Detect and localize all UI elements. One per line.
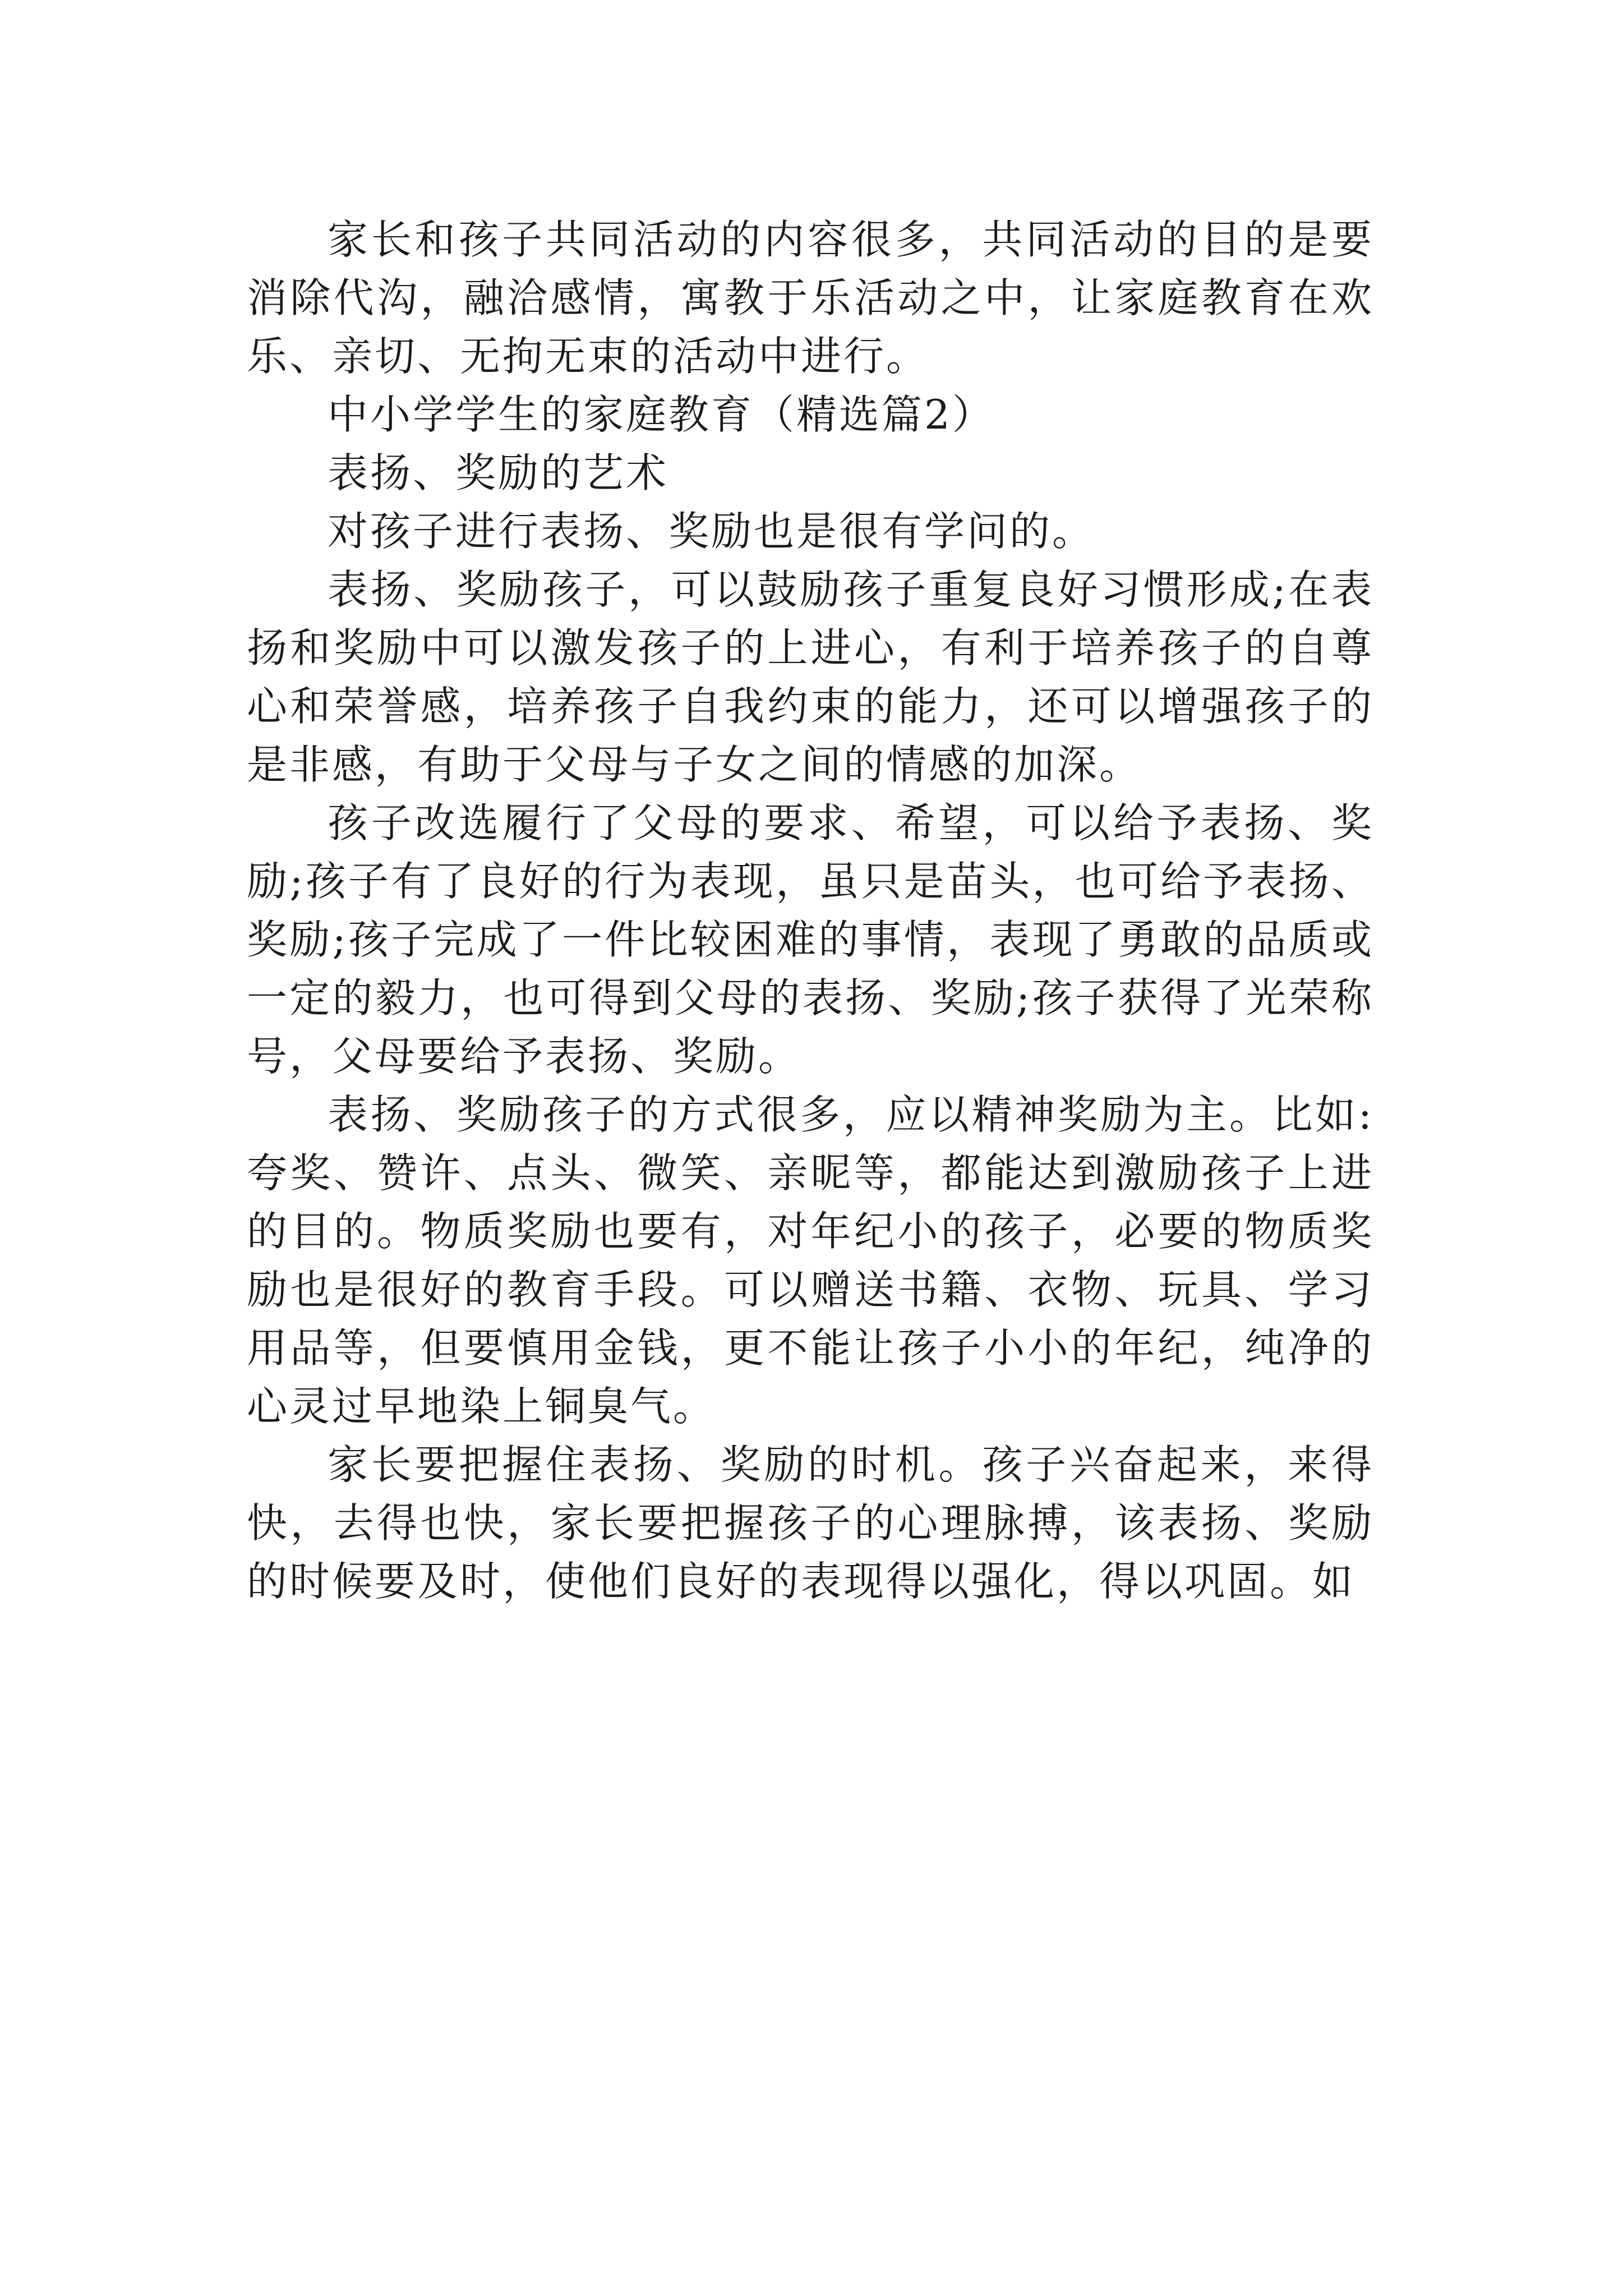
document-page bbox=[247, 210, 1374, 1611]
section-heading: 中小学学生的家庭教育（精选篇2） bbox=[328, 391, 995, 438]
paragraph-intro: 对孩子进行表扬、奖励也是很有学问的。 bbox=[328, 508, 1095, 555]
paragraph-methods: 表扬、奖励孩子的方式很多，应以精神奖励为主。比如:夸奖、赞许、点头、微笑、亲昵等，都能达到激励孩子上进的目的。物质奖励也要有，对年纪小的孩子，必要的物质奖励也是很好的教育手段。可以赠送书籍、衣物、玩具、学习用品等，但要慎用金钱，更不能让孩子小小的年纪，纯净的心灵过早地染上铜臭气。 bbox=[247, 1091, 1374, 1430]
paragraph-family-activities: 家长和孩子共同活动的内容很多，共同活动的目的是要消除代沟，融洽感情，寓教于乐活动之中，让家庭教育在欢乐、亲切、无拘无束的活动中进行。 bbox=[247, 216, 1374, 380]
paragraph-benefits: 表扬、奖励孩子，可以鼓励孩子重复良好习惯形成;在表扬和奖励中可以激发孩子的上进心，有利于培养孩子的自尊心和荣誉感，培养孩子自我约束的能力，还可以增强孩子的是非感，有助于父母与子女之间的情感的加深。 bbox=[247, 566, 1374, 788]
subheading: 表扬、奖励的艺术 bbox=[328, 449, 669, 496]
paragraph-timing: 家长要把握住表扬、奖励的时机。孩子兴奋起来，来得快，去得也快，家长要把握孩子的心理脉搏，该表扬、奖励的时候要及时，使他们良好的表现得以强化，得以巩固。如 bbox=[247, 1441, 1374, 1605]
paragraph-occasions: 孩子改选履行了父母的要求、希望，可以给予表扬、奖励;孩子有了良好的行为表现，虽只是苗头，也可给予表扬、奖励;孩子完成了一件比较困难的事情，表现了勇敢的品质或一定的毅力，也可得到父母的表扬、奖励;孩子获得了光荣称号，父母要给予表扬、奖励。 bbox=[247, 799, 1374, 1080]
